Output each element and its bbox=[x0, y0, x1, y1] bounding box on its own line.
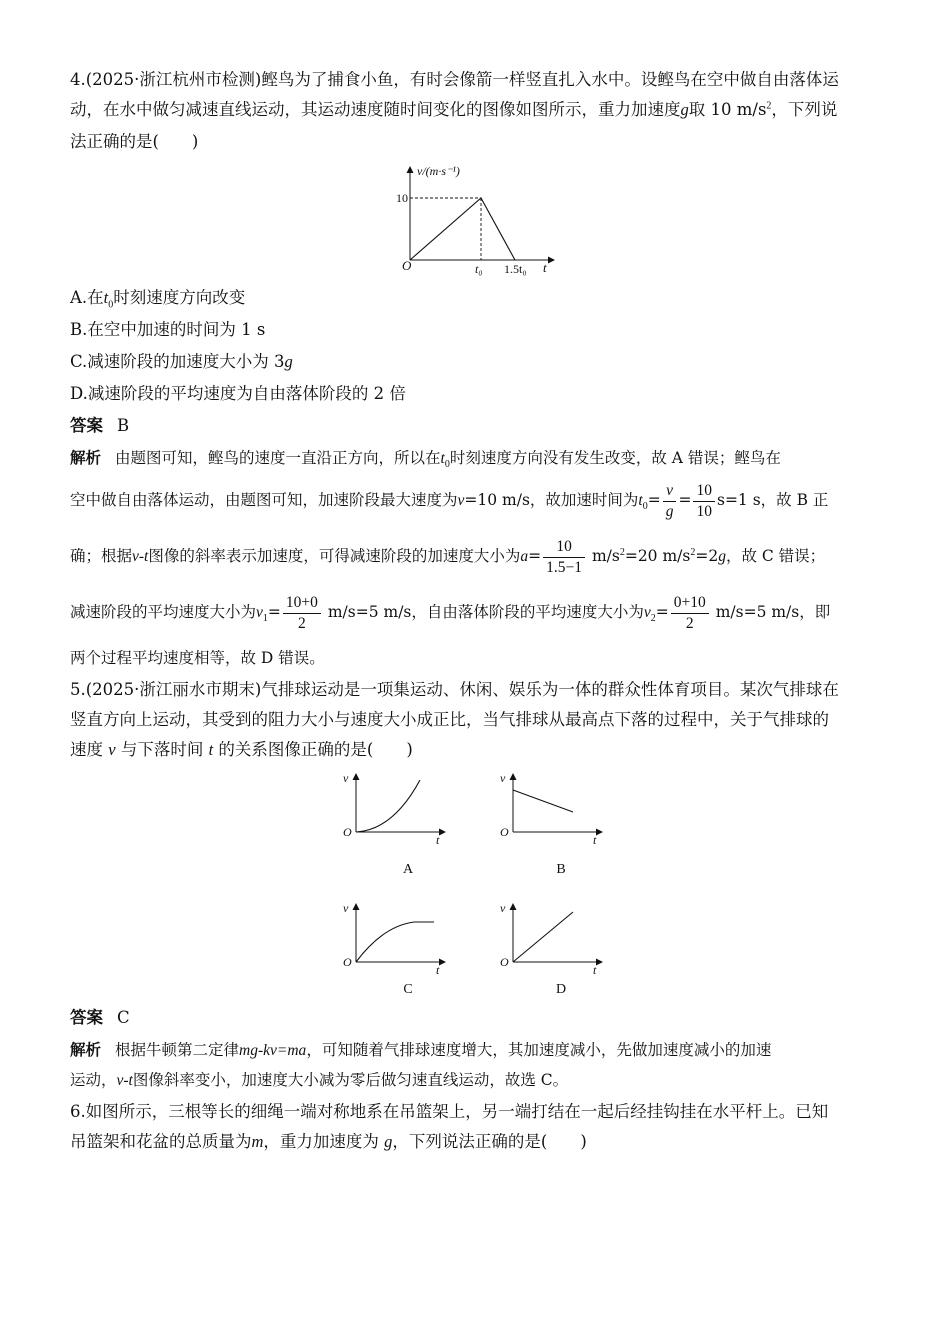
fraction-v-over-g: $\frac{v}{g}$ bbox=[663, 481, 677, 522]
q4-xtick-1-5t0: 1.5t₀ bbox=[504, 262, 527, 276]
q5-analysis-line-1: 解析 根据牛顿第二定律mg-kv=ma，可知随着气排球速度增大，其加速度减小，先做加速度减小的加速 bbox=[70, 1041, 772, 1059]
q4-answer: 答案 B bbox=[70, 416, 130, 435]
svg-text:O: O bbox=[500, 825, 509, 839]
q4-line-1: 4.(2025·浙江杭州市检测)鲣鸟为了捕食小鱼，有时会像箭一样竖直扎入水中。设鲣鸟在空中做自由落体运 bbox=[70, 70, 839, 89]
svg-text:v: v bbox=[343, 901, 349, 915]
svg-text:v: v bbox=[500, 771, 506, 785]
q4-xlabel: t bbox=[543, 260, 547, 275]
q5-graph-b-line bbox=[513, 790, 573, 812]
svg-text:t: t bbox=[593, 963, 597, 975]
svg-text:t: t bbox=[436, 963, 440, 975]
q5-answer: 答案 C bbox=[70, 1008, 130, 1027]
q4-origin: O bbox=[402, 258, 412, 273]
q4-option-b: B.在空中加速的时间为 1 s bbox=[70, 320, 266, 339]
svg-text:t: t bbox=[593, 833, 597, 845]
svg-text:v: v bbox=[343, 771, 349, 785]
fraction-10-plus-0-over-2: $\frac{10+0}{2}$ bbox=[283, 593, 321, 634]
q5-line-3: 速度 v 与下落时间 t 的关系图像正确的是( ) bbox=[70, 740, 413, 759]
fraction-10-over-1-5-minus-1: $\frac{10}{1.5-1}$ bbox=[543, 537, 585, 578]
q5-graph-b bbox=[495, 770, 605, 845]
q4-line-3: 法正确的是( ) bbox=[70, 132, 199, 151]
q4-analysis-line-1: 解析 由题图可知，鲣鸟的速度一直沿正方向，所以在$t_0$时刻速度方向没有发生改变，故 A 错误；鲣鸟在 bbox=[70, 449, 781, 471]
q5-graph-a bbox=[338, 770, 448, 845]
q5-graph-c-curve bbox=[356, 922, 434, 962]
q6-line-1: 6.如图所示，三根等长的细绳一端对称地系在吊篮架上，另一端打结在一起后经挂钩挂在水平杆上。已知 bbox=[70, 1102, 829, 1121]
q5-graph-c bbox=[338, 900, 448, 975]
q5-analysis-line-2: 运动，v-t图像斜率变小，加速度大小减为零后做匀速直线运动，故选 C。 bbox=[70, 1071, 569, 1089]
svg-text:v: v bbox=[500, 901, 506, 915]
q4-option-d: D.减速阶段的平均速度为自由落体阶段的 2 倍 bbox=[70, 384, 406, 403]
fraction-10-over-10: $\frac{10}{10}$ bbox=[693, 481, 715, 522]
q5-caption-c: C bbox=[403, 982, 413, 997]
q4-line-2: 动，在水中做匀减速直线运动，其运动速度随时间变化的图像如图所示，重力加速度g取 10 $m/s^2$，下列说 bbox=[70, 100, 838, 119]
q4-xtick-t0: t₀ bbox=[475, 262, 483, 276]
q5-graph-d-line bbox=[513, 912, 573, 962]
q4-velocity-time-graph bbox=[385, 160, 565, 278]
q4-ylabel: v/(m·s⁻¹) bbox=[417, 164, 460, 178]
q4-analysis-line-5: 两个过程平均速度相等，故 D 错误。 bbox=[70, 649, 325, 667]
q4-analysis-line-2: 空中做自由落体运动，由题图可知，加速阶段最大速度为v=10 m/s，故加速时间为$t_0=$ $\frac{v}{g}$ = $\frac{10}{10}$ s=1 s，故 B 正 bbox=[70, 481, 829, 520]
svg-text:O: O bbox=[343, 825, 352, 839]
q5-caption-b: B bbox=[556, 862, 566, 877]
q4-velocity-line bbox=[410, 198, 515, 260]
q5-line-2: 竖直方向上运动，其受到的阻力大小与速度大小成正比，当气排球从最高点下落的过程中，关于气排球的 bbox=[70, 710, 829, 729]
q4-option-c: C.减速阶段的加速度大小为 3g bbox=[70, 352, 293, 371]
q6-line-2: 吊篮架和花盆的总质量为m，重力加速度为 g，下列说法正确的是( ) bbox=[70, 1132, 587, 1151]
fraction-0-plus-10-over-2: $\frac{0+10}{2}$ bbox=[671, 593, 709, 634]
q4-analysis-line-3: 确；根据v-t图像的斜率表示加速度，可得减速阶段的加速度大小为a= $\frac{10}{1.5-1}$ $m/s^2=20$ $m/s^2=2g$，故 C 错误； bbox=[70, 537, 826, 576]
q4-ytick-10: 10 bbox=[396, 191, 408, 205]
q5-caption-a: A bbox=[402, 862, 414, 877]
q5-graph-a-curve bbox=[356, 780, 420, 832]
q5-graph-d bbox=[495, 900, 605, 975]
q5-caption-d: D bbox=[555, 982, 567, 997]
q4-analysis-line-4: 减速阶段的平均速度大小为$v_1=$ $\frac{10+0}{2}$ m/s=5 m/s，自由落体阶段的平均速度大小为$v_2=$ $\frac{0+10}{2}$ m/s=5 m/s，即 bbox=[70, 593, 831, 632]
svg-text:O: O bbox=[343, 955, 352, 969]
svg-text:O: O bbox=[500, 955, 509, 969]
q4-option-a: A.在$t_0$时刻速度方向改变 bbox=[70, 288, 246, 311]
svg-text:t: t bbox=[436, 833, 440, 845]
q5-line-1: 5.(2025·浙江丽水市期末)气排球运动是一项集运动、休闲、娱乐为一体的群众性体育项目。某次气排球在 bbox=[70, 680, 839, 699]
